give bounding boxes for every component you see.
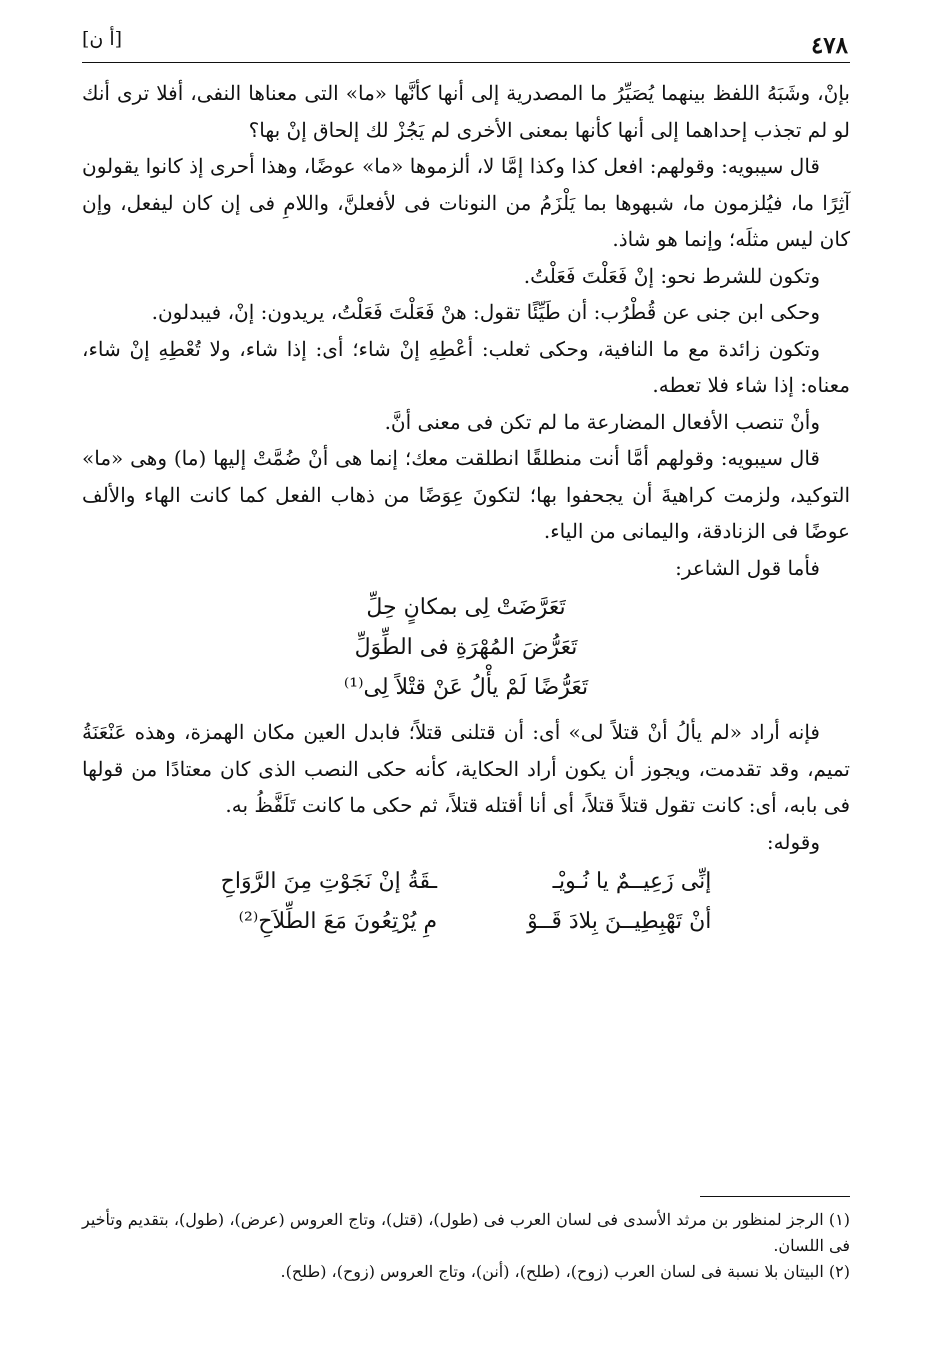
verse-line: إنِّى زَعِيــمٌ يا نُـويْـ	[552, 869, 712, 894]
paragraph-8: فأما قول الشاعر:	[675, 555, 820, 580]
verse-line: تَعَرَّضَتْ لِى بمكانٍ حِلِّ	[366, 595, 566, 620]
verse-line: تَعَرُّضَ المُهْرَةِ فى الطِّوَلِّ	[354, 635, 578, 660]
paragraph-5: وتكون زائدة مع ما النافية، وحكى ثعلب: أعْطِهِ إنْ شاء؛ أى: إذا شاء، ولا تُعْطِهِ إنْ شاء، معناه: إذا شاء فلا تعطه.	[82, 336, 850, 397]
paragraph-3: وتكون للشرط نحو: إنْ فَعَلْتَ فَعَلْتُ.	[523, 263, 820, 288]
page-header	[82, 28, 850, 63]
main-text	[82, 75, 850, 942]
verse-block-1	[82, 588, 850, 708]
paragraph-7: قال سيبويه: وقولهم أمَّا أنت منطلقًا انطلقت معك؛ إنما هى أنْ ضُمَّتْ إليها (ما) وهى «ما» التوكيد، ولزمت كراهيةَ أن يجحفوا بها؛ لتكونَ عِوَضًا من ذهاب الفعل كما كانت الهاء والألف عوضًا فى الزنادقة، واليمانى من الياء.	[82, 446, 850, 543]
verse-line: ـقَةُ إنْ نَجَوْتِ مِنَ الرَّوَاحِ	[220, 869, 438, 894]
paragraph-9: فإنه أراد «لم يألُ أنْ قتلاً لى» أى: أن قتلنى قتلاً؛ فابدل العين مكان الهمزة، وهذه عَنْعَنَةُ تميم، وقد تقدمت، ويجوز أن يكون أراد الحكاية، كأنه حكى النصب الذى كان معتادًا من قولها فى بابه، أى: كانت تقول قتلاً قتلاً، أى أنا أقتله قتلاً، ثم حكى ما كانت تَلَفَّظُ به.	[82, 720, 850, 817]
verse-line: تَعَرُّضًا لَمْ يأْلُ عَنْ قتْلاً لِى⁽¹⁾	[343, 675, 589, 700]
verse-block-2	[82, 862, 850, 942]
page-number: ٤٧٨	[810, 32, 848, 59]
paragraph-4: وحكى ابن جنى عن قُطْرُب: أن طَيِّئًا تقول: هنْ فَعَلْتَ فَعَلْتُ، يريدون: إنْ، فيبدلون.	[151, 300, 820, 324]
paragraph-6: وأنْ تنصب الأفعال المضارعة ما لم تكن فى معنى أنَّ.	[384, 409, 820, 434]
section-tag: [أ ن]	[82, 28, 123, 50]
verse-first-hemistichs	[527, 862, 711, 942]
verse-line: أنْ تَهْبِطِيــنَ بِلادَ قَــوْ	[527, 909, 712, 934]
footnote-1: (١) الرجز لمنظور بن مرثد الأسدى فى لسان العرب فى (طول)، (قتل)، وتاج العروس (عرض)، (طول)، بتقديم وتأخير فى اللسان.	[82, 1210, 850, 1255]
verse-line: مِ يُرْتِعُونَ مَعَ الطِّلاَحِ⁽²⁾	[238, 909, 438, 934]
verse-second-hemistichs	[221, 862, 437, 942]
footnotes	[82, 1196, 850, 1285]
paragraph-2: قال سيبويه: وقولهم: افعل كذا وكذا إمَّا لا، ألزموها «ما» عوضًا، وهذا أحرى إذ كانوا يقولون آثِرًا ما، فيُلزمون ما، شبهوها بما يَلْزَمُ من النونات فى لأفعلنَّ، واللامِ فى إن كان ليفعل، وإن كان ليس مثلَه؛ وإنما هو شاذ.	[82, 154, 850, 251]
paragraph-10: وقوله:	[766, 829, 820, 854]
book-page	[82, 28, 850, 1348]
footnote-2: (٢) البيتان بلا نسبة فى لسان العرب (زوح)، (طلح)، (أنن)، وتاج العروس (زوح)، (طلح).	[280, 1262, 850, 1281]
footnote-divider	[700, 1196, 850, 1197]
paragraph-1: بإنْ، وشَبَهُ اللفظ بينهما يُصَيِّرُ ما المصدرية إلى أنها كأنَّها «ما» التى معناها النفى، أفلا ترى أنك لو لم تجذب إحداهما إلى أنها كأنها بمعنى الأخرى لم يَجُزْ لك إلحاق إنْ بها؟	[82, 81, 850, 142]
